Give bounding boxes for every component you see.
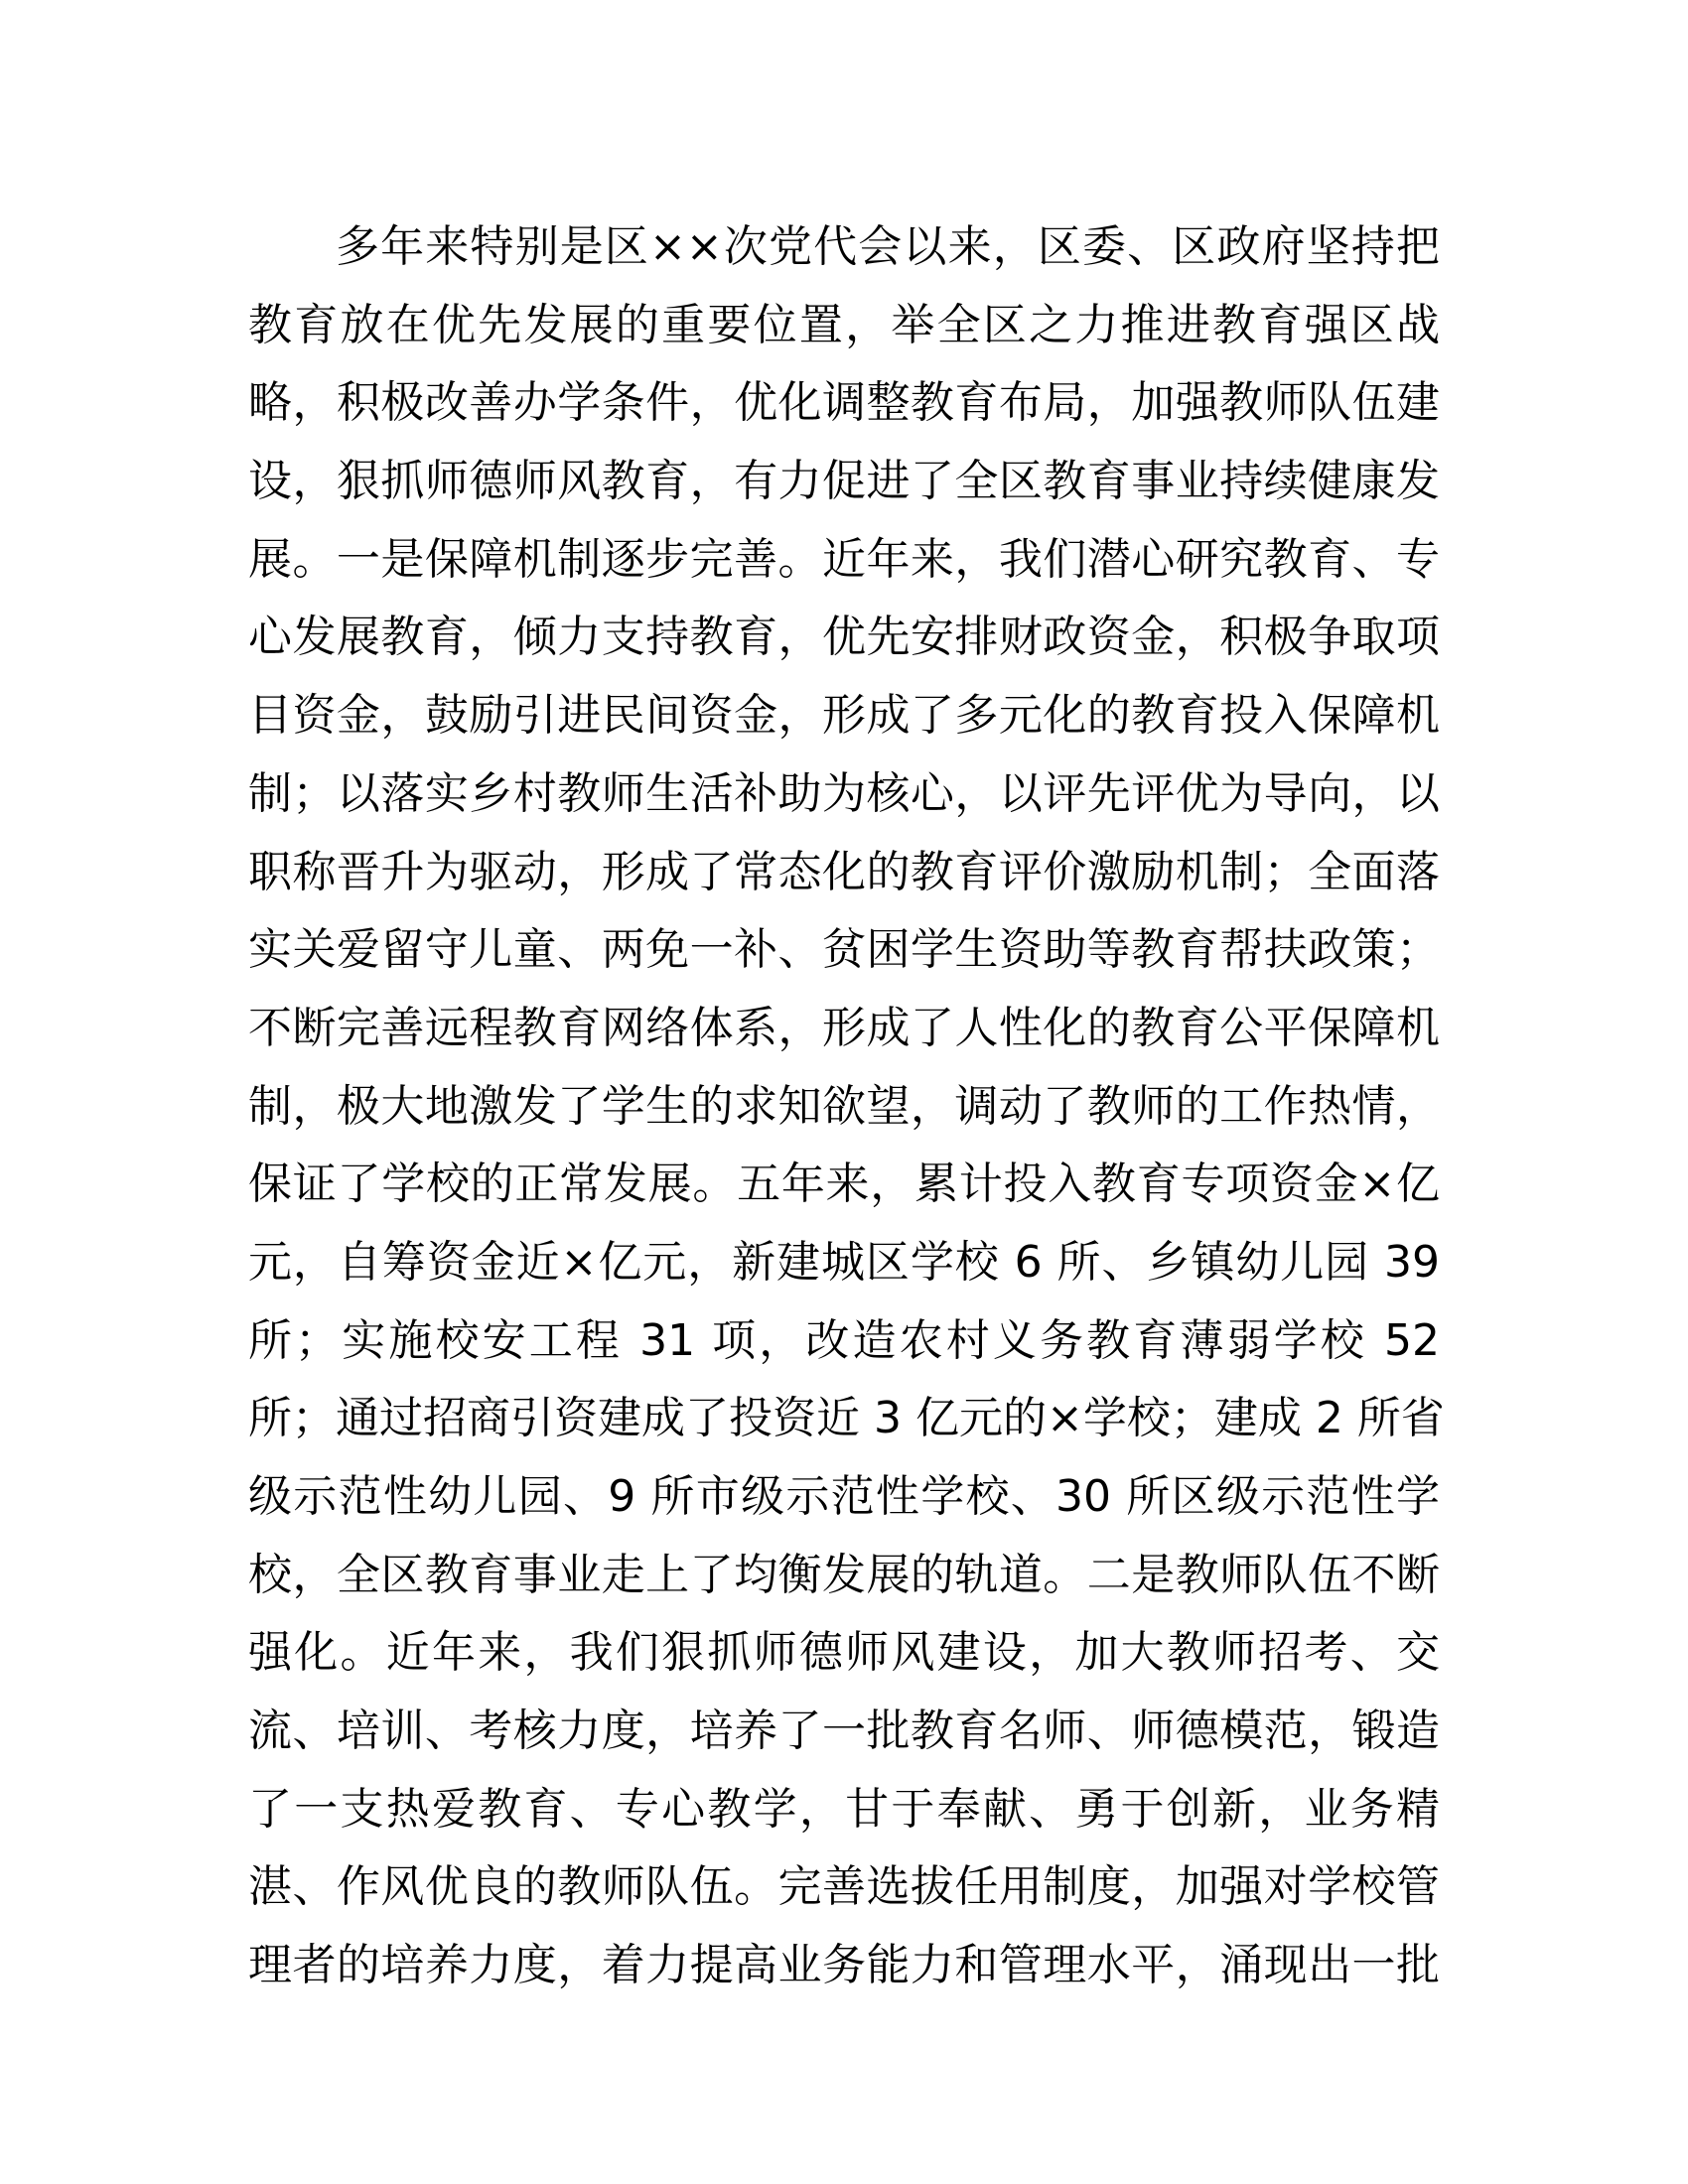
text-line: 保证了学校的正常发展。五年来，累计投入教育专项资金×亿 [248, 1159, 1440, 1210]
text-line: 制；以落实乡村教师生活补助为核心，以评先评优为导向，以 [248, 767, 1440, 819]
text-line: 理者的培养力度，着力提高业务能力和管理水平，涌现出一批 [248, 1940, 1440, 1991]
text-line: 实关爱留守儿童、两免一补、贫困学生资助等教育帮扶政策； [248, 924, 1440, 976]
text-line: 展。一是保障机制逐步完善。近年来，我们潜心研究教育、专 [248, 533, 1440, 585]
text-line: 多年来特别是区××次党代会以来，区委、区政府坚持把 [336, 221, 1440, 272]
text-line: 职称晋升为驱动，形成了常态化的教育评价激励机制；全面落 [248, 846, 1440, 897]
text-line: 教育放在优先发展的重要位置，举全区之力推进教育强区战 [248, 299, 1440, 350]
text-line: 校，全区教育事业走上了均衡发展的轨道。二是教师队伍不断 [248, 1549, 1440, 1600]
text-line: 级示范性幼儿园、9 所市级示范性学校、30 所区级示范性学 [248, 1471, 1440, 1522]
text-line: 目资金，鼓励引进民间资金，形成了多元化的教育投入保障机 [248, 690, 1440, 742]
text-line: 流、培训、考核力度，培养了一批教育名师、师德模范，锻造 [248, 1706, 1440, 1757]
text-line: 元，自筹资金近×亿元，新建城区学校 6 所、乡镇幼儿园 39 [248, 1236, 1440, 1288]
body-paragraph [248, 208, 1445, 2005]
text-line: 强化。近年来，我们狠抓师德师风建设，加大教师招考、交 [248, 1627, 1440, 1679]
text-line: 了一支热爱教育、专心教学，甘于奉献、勇于创新，业务精 [248, 1783, 1440, 1835]
text-line: 所；实施校安工程 31 项，改造农村义务教育薄弱学校 52 [248, 1314, 1440, 1366]
text-line: 设，狠抓师德师风教育，有力促进了全区教育事业持续健康发 [248, 456, 1440, 507]
text-line: 湛、作风优良的教师队伍。完善选拔任用制度，加强对学校管 [248, 1861, 1440, 1913]
text-line: 心发展教育，倾力支持教育，优先安排财政资金，积极争取项 [248, 612, 1440, 663]
text-line: 所；通过招商引资建成了投资近 3 亿元的×学校；建成 2 所省 [248, 1393, 1445, 1444]
text-line: 不断完善远程教育网络体系，形成了人性化的教育公平保障机 [248, 1002, 1440, 1053]
text-line: 略，积极改善办学条件，优化调整教育布局，加强教师队伍建 [248, 377, 1440, 429]
text-line: 制，极大地激发了学生的求知欲望，调动了教师的工作热情， [248, 1080, 1440, 1132]
